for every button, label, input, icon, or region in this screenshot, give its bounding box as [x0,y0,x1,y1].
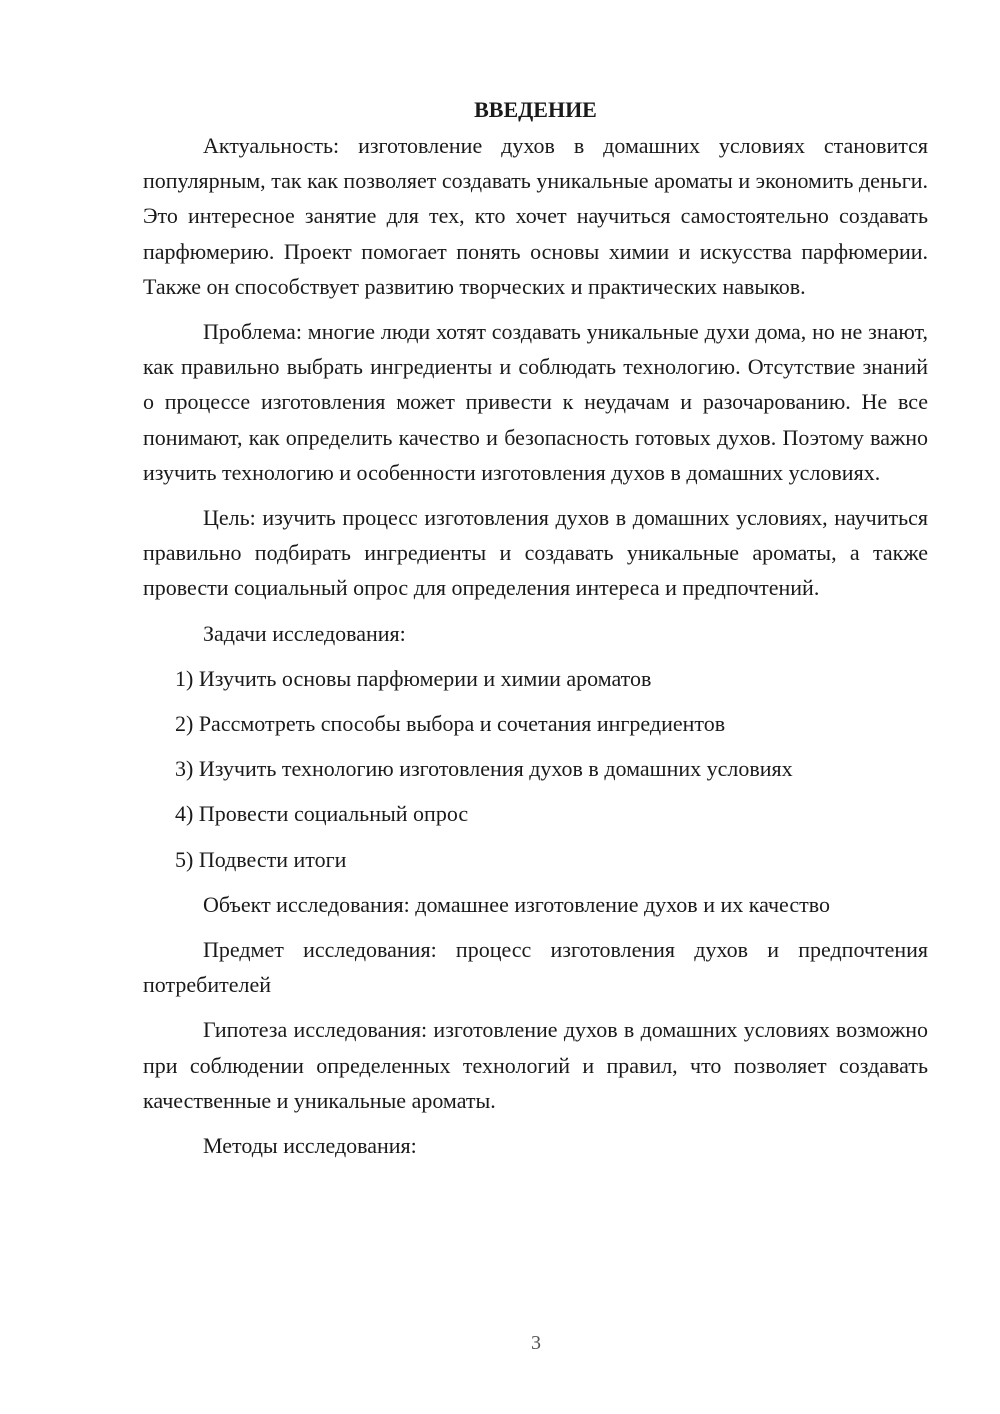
task-item: 1) Изучить основы парфюмерии и химии ароматов [175,665,652,691]
subject-paragraph: Предмет исследования: процесс изготовления духов и предпочтения потребителей [143,937,928,998]
section-title: ВВЕДЕНИЕ [474,97,597,122]
page-number: 3 [531,1332,541,1354]
task-item: 3) Изучить технологию изготовления духов в домашних условиях [175,756,793,782]
relevance-paragraph: Актуальность: изготовление духов в домашних условиях становится популярным, так как позволяет создавать уникальные ароматы и экономить деньги. Это интересное занятие для тех, кто хочет научиться самостоятельно создавать парфюмерию. Проект помогает понять основы химии и искусства парфюмерии. Также он способствует развитию творческих и практических навыков. [143,133,928,299]
tasks-list [143,661,928,877]
document-page [143,92,928,1163]
problem-paragraph: Проблема: многие люди хотят создавать уникальные духи дома, но не знают, как правильно выбрать ингредиенты и соблюдать технологию. Отсутствие знаний о процессе изготовления может привести к неудачам и разочарованию. Не все понимают, как определить качество и безопасность готовых духов. Поэтому важно изучить технологию и особенности изготовления духов в домашних условиях. [143,319,928,485]
methods-heading: Методы исследования: [203,1133,417,1159]
task-item: 5) Подвести итоги [175,846,347,872]
goal-paragraph: Цель: изучить процесс изготовления духов в домашних условиях, научиться правильно подбирать ингредиенты и создавать уникальные ароматы, а также провести социальный опрос для определения интереса и предпочтений. [143,505,928,601]
hypothesis-paragraph: Гипотеза исследования: изготовление духов в домашних условиях возможно при соблюдении определенных технологий и правил, что позволяет создавать качественные и уникальные ароматы. [143,1017,928,1113]
object-paragraph: Объект исследования: домашнее изготовление духов и их качество [203,891,830,917]
task-item: 2) Рассмотреть способы выбора и сочетания ингредиентов [175,711,726,737]
task-item: 4) Провести социальный опрос [175,801,469,827]
tasks-heading: Задачи исследования: [203,620,406,646]
